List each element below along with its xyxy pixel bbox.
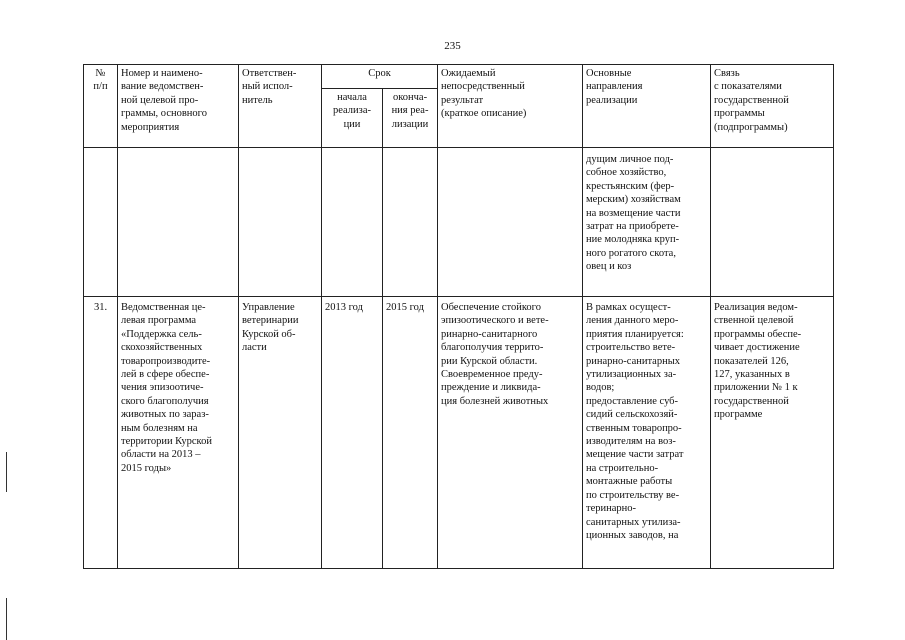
header-term-start: начала реализа- ции [322,89,383,148]
program-table [83,64,834,569]
cell-executor: Управление ветеринарии Курской об- ласти [239,297,322,569]
header-result: Ожидаемый непосредственный результат (краткое описание) [438,65,583,148]
header-link: Связь с показателями государственной программы (подпрограммы) [711,65,834,148]
cell-end: 2015 год [383,297,438,569]
cell-link: Реализация ведом- ственной целевой программы обеспе- чивает достижение показателей 126, 127, указанных в приложении № 1 к государственной программе [711,297,834,569]
header-num: № п/п [84,65,118,148]
header-term: Срок [322,65,438,89]
header-executor: Ответствен- ный испол- нитель [239,65,322,148]
header-directions: Основные направления реализации [583,65,711,148]
cell-executor [239,148,322,297]
cell-name [118,148,239,297]
header-term-end: оконча- ния реа- лизации [383,89,438,148]
cell-result: Обеспечение стойкого эпизоотического и вете- ринарно-санитарного благополучия террито- рии Курской области. Своевременное преду- преждение и ликвида- ция болезней животных [438,297,583,569]
table-row [84,148,834,297]
cell-result [438,148,583,297]
cell-start: 2013 год [322,297,383,569]
left-margin-line [6,452,7,492]
cell-num [84,148,118,297]
header-name: Номер и наимено- вание ведомствен- ной целевой про- граммы, основного мероприятия [118,65,239,148]
cell-name: Ведомственная це- левая программа «Поддержка сель- скохозяйственных товаропроизводите- лей в сфере обеспе- чения эпизоотиче- ского благополучия животных по зараз- ным болезням на территории Курской области на 2013 – 2015 годы» [118,297,239,569]
cell-link [711,148,834,297]
cell-end [383,148,438,297]
page-number: 235 [444,40,461,52]
left-margin-line-lower [6,598,7,640]
cell-start [322,148,383,297]
table-row [84,297,834,569]
cell-num: 31. [84,297,118,569]
cell-directions: дущим личное под- собное хозяйство, крестьянским (фер- мерским) хозяйствам на возмещение части затрат на приобрете- ние молодняка круп- ного рогатого скота, овец и коз [583,148,711,297]
cell-directions: В рамках осущест- ления данного меро- приятия планируется: строительство вете- ринарно-санитарных утилизационных за- водов; предоставление суб- сидий сельскохозяй- ственным товаропро- изводителям на воз- мещение части затрат на строительно- монтажные работы по строительству ве- теринарно- санитарных утилиза- ционных заводов, на [583,297,711,569]
